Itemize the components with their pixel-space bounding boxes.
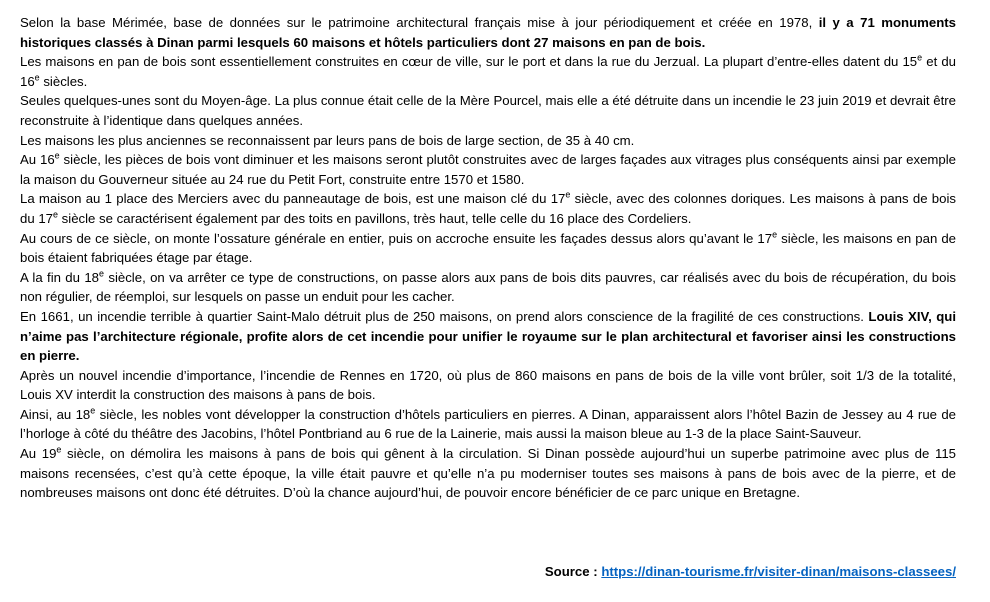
text-run: Selon la base Mérimée, base de données sur le patrimoine architectural français mise à jour périodiquement et créée en 1978, xyxy=(20,15,819,30)
superscript: e xyxy=(56,444,62,455)
text-run: siècle se caractérisent également par des toits en pavillons, très haut, telle celle du 16 place des Cordeliers. xyxy=(58,210,692,226)
document-body xyxy=(20,13,956,503)
text-run: Au 16 xyxy=(20,152,55,168)
paragraph-8 xyxy=(20,268,956,307)
text-run: Au cours de ce siècle, on monte l’ossature générale en entier, puis on accroche ensuite les façades dessus alors qu’avant le 17 xyxy=(20,230,773,246)
text-run: siècle, on démolira les maisons à pans de bois qui gênent à la circulation. Si Dinan possède aujourd’hui un superbe patrimoine avec plus de 115 maisons recensées, c’est qu’à cette époque, la ville était pauvre et qu’elle n’a pu moderniser toutes ses maisons à pans de bois avec de la pierre, et de nombreuses maisons ont donc été détruites. D’où la chance aujourd’hui, de pouvoir encore bénéficier de ce parc unique en Bretagne. xyxy=(20,446,956,501)
paragraph-2 xyxy=(20,52,956,91)
text-run: La maison au 1 place des Merciers avec du panneautage de bois, est une maison clé du 17 xyxy=(20,191,566,207)
text-run: siècle, les nobles vont développer la construction d’hôtels particuliers en pierres. A Dinan, apparaissent alors l’hôtel Bazin de Jessey au 4 rue de l’horloge à côté du théâtre des Jacobins, l’hôtel Pontbriand au 6 rue de la Lainerie, mais aussi la maison bleue au 1-3 de la place Saint-Sauveur. xyxy=(20,406,956,442)
superscript: e xyxy=(772,229,778,240)
source-link[interactable]: https://dinan-tourisme.fr/visiter-dinan/maisons-classees/ xyxy=(601,564,956,579)
text-run: siècles. xyxy=(39,73,88,89)
paragraph-12 xyxy=(20,444,956,503)
paragraph-1 xyxy=(20,13,956,52)
paragraph-11 xyxy=(20,405,956,444)
superscript: e xyxy=(99,268,104,279)
text-run: Les maisons en pan de bois sont essentiellement construites en cœur de ville, sur le port et dans la rue du Jerzual. La plupart d’entre-elles datent du 15 xyxy=(20,54,918,70)
text-run: et du 16 xyxy=(20,54,956,89)
text-run: Seules quelques-unes sont du Moyen-âge. La plus connue était celle de la Mère Pourcel, mais elle a été détruite dans un incendie le 23 juin 2019 et devrait être reconstruite à l’identique dans quelques années. xyxy=(20,93,956,128)
superscript: e xyxy=(54,150,60,161)
text-run: En 1661, un incendie terrible à quartier Saint-Malo détruit plus de 250 maisons, on prend alors conscience de la fragilité de ces constructions. xyxy=(20,308,869,324)
source-line xyxy=(545,562,956,582)
paragraph-4 xyxy=(20,131,956,151)
text-run: Ainsi, au 18 xyxy=(20,406,91,422)
bold-text: Louis XIV, qui n’aime pas l’architecture régionale, profite alors de cet incendie pour unifier le royaume sur le plan architectural et favoriser ainsi les constructions en pierre. xyxy=(20,308,956,364)
paragraph-5 xyxy=(20,150,956,189)
bold-text: il y a 71 monuments historiques classés à Dinan parmi lesquels 60 maisons et hôtels particuliers dont 27 maisons en pan de bois. xyxy=(20,15,956,50)
text-run: siècle, on va arrêter ce type de constructions, on passe alors aux pans de bois dits pauvres, car réalisés avec du bois de récupération, du bois non régulier, de réemploi, sur lesquels on passe un enduit pour les cacher. xyxy=(20,269,956,305)
paragraph-3 xyxy=(20,91,956,130)
superscript: e xyxy=(565,189,571,200)
text-run: Après un nouvel incendie d’importance, l’incendie de Rennes en 1720, où plus de 860 maisons en pans de bois de la ville vont brûler, soit 1/3 de la totalité, Louis XV interdit la construction des maisons à pans de bois. xyxy=(20,367,956,403)
text-run: A la fin du 18 xyxy=(20,269,99,285)
paragraph-7 xyxy=(20,229,956,268)
superscript: e xyxy=(53,209,59,220)
superscript: e xyxy=(90,405,96,416)
paragraph-10 xyxy=(20,366,956,405)
text-run: siècle, avec des colonnes doriques. Les maisons à pans de bois du 17 xyxy=(20,191,957,226)
superscript: e xyxy=(917,52,923,63)
text-run: Les maisons les plus anciennes se reconnaissent par leurs pans de bois de large section, de 35 à 40 cm. xyxy=(20,132,635,148)
text-run: siècle, les maisons en pan de bois étaient fabriquées étage par étage. xyxy=(20,230,957,266)
text-run: Au 19 xyxy=(20,446,57,462)
paragraph-9 xyxy=(20,307,956,366)
text-run: siècle, les pièces de bois vont diminuer et les maisons seront plutôt construites avec de larges façades aux vitrages plus conséquents ainsi par exemple la maison du Gouverneur située au 24 rue du Petit Fort, construite entre 1570 et 1580. xyxy=(20,152,956,187)
paragraph-6 xyxy=(20,189,956,228)
source-label: Source : xyxy=(544,564,602,579)
superscript: e xyxy=(34,72,40,83)
